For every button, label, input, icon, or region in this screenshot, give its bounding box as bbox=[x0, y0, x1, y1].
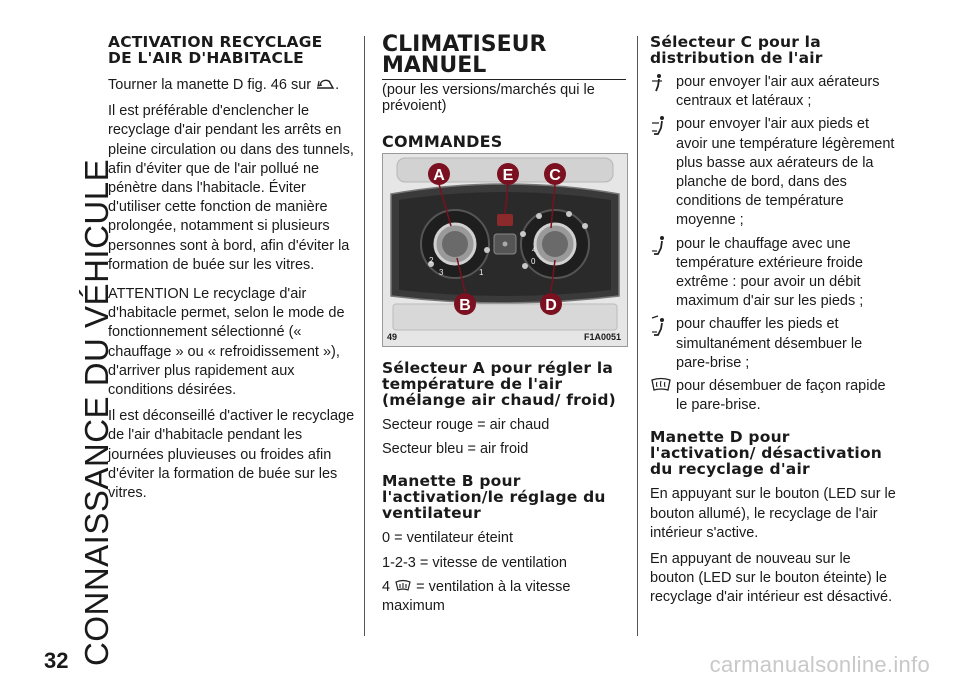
svg-text:D: D bbox=[545, 297, 557, 314]
paragraph: En appuyant de nouveau sur le bouton (LED sur le bouton éteinte) le recyclage d'air intérieur est désactivé. bbox=[650, 551, 893, 606]
list-item: pour envoyer l'air aux aérateurs centraux et latéraux ; bbox=[650, 73, 896, 111]
watermark: carmanualsonline.info bbox=[709, 652, 930, 677]
callout-B bbox=[454, 293, 476, 315]
paragraph: Secteur bleu = air froid bbox=[382, 441, 529, 458]
heading-recirculation: ACTIVATION RECYCLAGE DE L'AIR D'HABITACLE bbox=[108, 33, 323, 67]
paragraph: 4 = ventilation à la vitesse maximum bbox=[382, 578, 571, 615]
paragraph: Tourner la manette D fig. 46 sur . bbox=[108, 77, 340, 93]
paragraph: 0 = ventilateur éteint bbox=[382, 530, 513, 547]
heading-manette-d: Manette D pour l'activation/ désactivation du recyclage d'air bbox=[650, 428, 883, 479]
column-distribution bbox=[650, 34, 896, 608]
vent-face-icon bbox=[650, 73, 668, 93]
fan-speed-label: 3 bbox=[439, 268, 444, 277]
windshield-defrost-icon bbox=[650, 377, 672, 393]
fan-speed-label: 1 bbox=[479, 268, 484, 277]
paragraph: Il est préférable d'enclencher le recyclage d'air pendant les arrêts en pleine circulation ou dans des tunnels, afin d'éviter que de l'air pollué ne pénètre dans l'habitacle. Éviter d'utiliser cette fonction de manière prolongée, notamment si plusieurs personnes sont à bord, afin d'éviter la formation de buée sur les vitres. bbox=[108, 103, 354, 273]
control-panel-figure bbox=[382, 153, 628, 347]
recirculation-icon bbox=[315, 77, 335, 91]
heading-manette-b: Manette B pour l'activation/le réglage du ventilateur bbox=[382, 472, 606, 523]
attention-paragraph: ATTENTION Le recyclage d'air d'habitacle permet, selon le mode de fonctionnement sélectionné (« chauffage » ou « refroidissement »), d'arriver plus rapidement aux conditions désirées. bbox=[108, 286, 345, 399]
callout-E bbox=[497, 163, 519, 185]
page-number: 32 bbox=[44, 648, 69, 673]
svg-text:B: B bbox=[459, 297, 471, 314]
heading-commandes: COMMANDES bbox=[382, 132, 503, 151]
paragraph: Il est déconseillé d'activer le recyclage de l'air d'habitacle pendant les journées pluvieuses ou froides afin d'éviter la formation de buée sur les vitres. bbox=[108, 408, 355, 502]
column-divider bbox=[364, 36, 365, 636]
callout-C bbox=[544, 163, 566, 185]
vent-feet-icon bbox=[650, 235, 670, 257]
fan-speed-label: 2 bbox=[429, 256, 434, 265]
svg-text:A: A bbox=[433, 167, 445, 184]
fan-max-icon bbox=[394, 579, 412, 593]
vent-face-feet-icon bbox=[650, 115, 670, 137]
paragraph: 1-2-3 = vitesse de ventilation bbox=[382, 554, 567, 571]
list-item: pour envoyer l'air aux pieds et avoir une température légèrement plus basse aux aérateurs de la planche de bord, dans des conditions de température moyenne ; bbox=[650, 115, 896, 230]
subtitle: (pour les versions/marchés qui le prévoient) bbox=[382, 82, 595, 114]
column-climatiseur-lower bbox=[382, 360, 628, 616]
svg-text:C: C bbox=[549, 167, 561, 184]
list-item: pour le chauffage avec une température extérieure froide extrême : pour avoir un débit maximum d'air sur les pieds ; bbox=[650, 235, 896, 312]
callout-A bbox=[428, 163, 450, 185]
fan-speed-label: 0 bbox=[531, 257, 536, 266]
figure-code: F1A0051 bbox=[583, 332, 621, 342]
paragraph: Secteur rouge = air chaud bbox=[382, 417, 550, 433]
callout-D bbox=[540, 293, 562, 315]
heading-selector-a: Sélecteur A pour régler la température de l'air (mélange air chaud/ froid) bbox=[382, 359, 616, 409]
callouts-layer bbox=[383, 154, 627, 346]
svg-text:E: E bbox=[502, 167, 514, 184]
column-recirculation bbox=[108, 34, 356, 503]
paragraph: En appuyant sur le bouton (LED sur le bouton allumé), le recyclage de l'air intérieur s'active. bbox=[650, 486, 896, 541]
figure-number: 49 bbox=[387, 332, 398, 342]
column-divider bbox=[637, 36, 638, 636]
vent-feet-windshield-icon bbox=[650, 315, 670, 337]
heading-selector-c: Sélecteur C pour la distribution de l'air bbox=[650, 33, 823, 67]
fan-speed-label: 4 bbox=[532, 247, 536, 254]
list-item: pour désembuer de façon rapide le pare-brise. bbox=[650, 377, 896, 415]
list-item: pour chauffer les pieds et simultanément désembuer le pare-brise ; bbox=[650, 315, 896, 373]
title-rule bbox=[382, 79, 626, 80]
section-title: CLIMATISEUR MANUEL bbox=[382, 32, 547, 78]
side-section-title: CONNAISSANCE DU VÉHICULE bbox=[78, 158, 115, 666]
recirc-instruction-text: Tourner la manette D fig. 46 sur bbox=[108, 77, 312, 93]
column-climatiseur bbox=[382, 34, 628, 150]
